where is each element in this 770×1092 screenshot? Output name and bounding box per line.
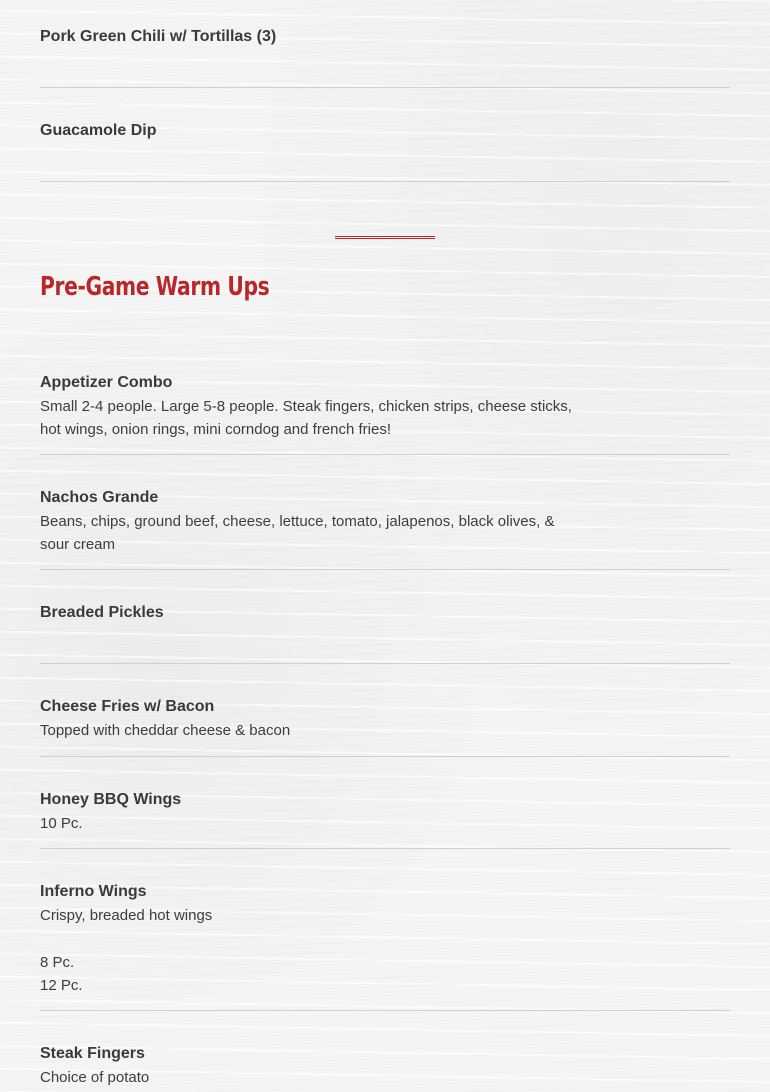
menu-item — [40, 121, 730, 182]
item-description: Choice of potato — [40, 1069, 150, 1086]
item-name: Pork Green Chili w/ Tortillas (3) — [40, 28, 277, 45]
section-title: Pre-Game Warm Ups — [40, 272, 270, 302]
item-name: Nachos Grande — [40, 489, 159, 506]
item-name: Steak Fingers — [40, 1045, 145, 1062]
item-name: Honey BBQ Wings — [40, 791, 182, 808]
section-divider — [335, 236, 435, 239]
menu-item — [40, 603, 730, 664]
item-option: 12 Pc. — [40, 977, 83, 994]
menu-item — [40, 697, 730, 757]
item-name: Guacamole Dip — [40, 122, 157, 139]
menu-item — [40, 27, 730, 88]
item-description: Small 2-4 people. Large 5-8 people. Steak fingers, chicken strips, cheese sticks, hot wings, onion rings, mini corndog and french fries! — [40, 398, 572, 438]
menu-item — [40, 488, 730, 570]
item-name: Inferno Wings — [40, 883, 147, 900]
item-description: 10 Pc. — [40, 815, 83, 832]
item-option: 8 Pc. — [40, 954, 75, 971]
item-description: Topped with cheddar cheese & bacon — [40, 722, 291, 739]
item-description: Beans, chips, ground beef, cheese, lettuce, tomato, jalapenos, black olives, & sour cream — [40, 513, 555, 553]
item-name: Appetizer Combo — [40, 374, 173, 391]
menu-item — [40, 790, 730, 849]
item-name: Breaded Pickles — [40, 604, 164, 621]
item-description: Crispy, breaded hot wings — [40, 907, 213, 924]
menu-item — [40, 1044, 730, 1092]
menu-item — [40, 373, 730, 455]
item-name: Cheese Fries w/ Bacon — [40, 698, 215, 715]
menu-item — [40, 882, 730, 1011]
